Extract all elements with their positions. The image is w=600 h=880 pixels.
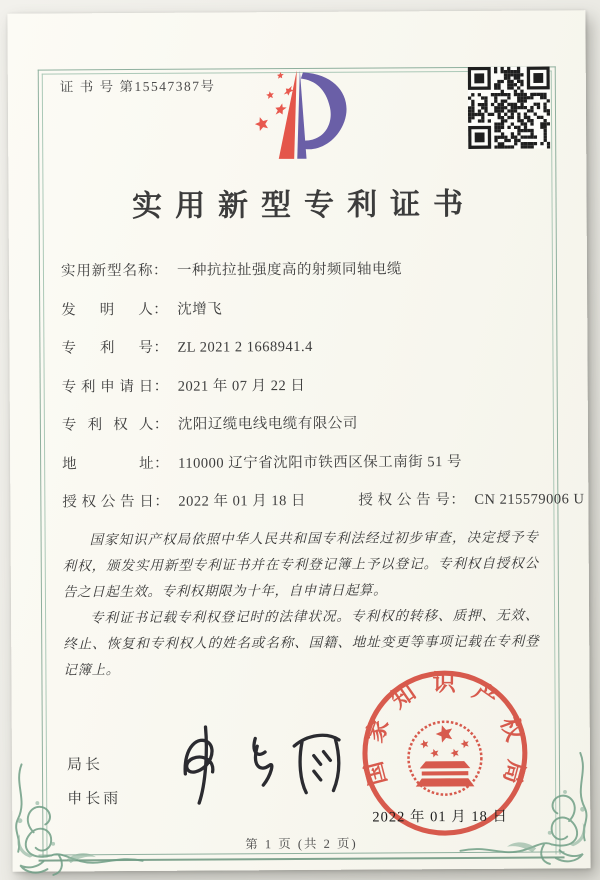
field-label: 地址 <box>62 455 155 472</box>
field-patentee <box>62 411 544 438</box>
field-value: 一种抗拉扯强度高的射频同轴电缆 <box>176 261 403 279</box>
field-label: 专利权人 <box>61 416 154 434</box>
field-address <box>62 449 544 476</box>
field-value: 2021 年 07 月 22 日 <box>177 377 306 395</box>
field-inventor <box>61 295 543 322</box>
field-grant-date <box>62 493 306 510</box>
colon: ： <box>153 378 169 395</box>
field-value: 沈增飞 <box>177 300 223 318</box>
field-value: CN 215579006 U <box>474 491 585 508</box>
field-label: 专利申请日 <box>61 378 154 395</box>
legal-paragraph-2: 专利证书记载专利权登记时的法律状况。专利权的转移、质押、无效、终止、恢复和专利权人的姓名或名称、国籍、地址变更等事项记载在专利登记簿上。 <box>63 607 540 678</box>
field-label: 专利号 <box>61 339 154 357</box>
corner-flourish-icon <box>8 761 145 880</box>
signer-name: 申长雨 <box>67 791 122 808</box>
qr-code <box>468 66 550 148</box>
field-patent-number <box>61 334 543 361</box>
colon: ： <box>153 339 169 356</box>
legal-paragraph-1: 国家知识产权局依照中华人民共和国专利法经过初步审查，决定授予专利权，颁发实用新型专利证书并在专利登记簿上予以登记。专利权自授权公告之日起生效。专利权期限为十年，自申请日起算。 <box>62 529 539 600</box>
colon: ： <box>154 493 170 510</box>
field-grant-row <box>62 488 585 515</box>
field-application-date <box>62 372 544 399</box>
colon: ： <box>153 301 169 318</box>
field-list <box>60 257 585 529</box>
field-value: ZL 2021 2 1668941.4 <box>177 338 313 356</box>
certificate-number: 证 书 号 第15547387号 <box>59 78 216 95</box>
seal-date: 2022 年 01 月 18 日 <box>372 808 508 826</box>
field-value: 2022 年 01 月 18 日 <box>178 492 307 510</box>
page-title: 实用新型专利证书 <box>131 187 477 224</box>
director-signature <box>160 714 346 813</box>
signer-title: 局长 <box>66 757 104 774</box>
field-value: 110000 辽宁省沈阳市铁西区保工南街 51 号 <box>178 453 463 472</box>
seal-text: 国家知识产权局 <box>360 670 530 789</box>
page-number: 第 1 页 (共 2 页) <box>245 836 358 852</box>
certificate-paper <box>7 10 590 872</box>
colon: ： <box>154 455 170 472</box>
field-label: 授权公告号 <box>358 492 451 509</box>
colon: ： <box>153 416 169 433</box>
field-label: 实用新型名称 <box>60 262 154 280</box>
cnipa-patent-logo-icon <box>235 58 360 167</box>
colon: ： <box>152 262 169 279</box>
field-value: 沈阳辽缆电线电缆有限公司 <box>177 415 358 433</box>
field-label: 授权公告日 <box>62 493 155 511</box>
legal-text <box>63 525 540 684</box>
field-grant-number <box>358 487 584 512</box>
colon: ： <box>450 491 466 509</box>
field-utility-model-name <box>61 257 543 284</box>
field-label: 发明人 <box>61 301 154 318</box>
